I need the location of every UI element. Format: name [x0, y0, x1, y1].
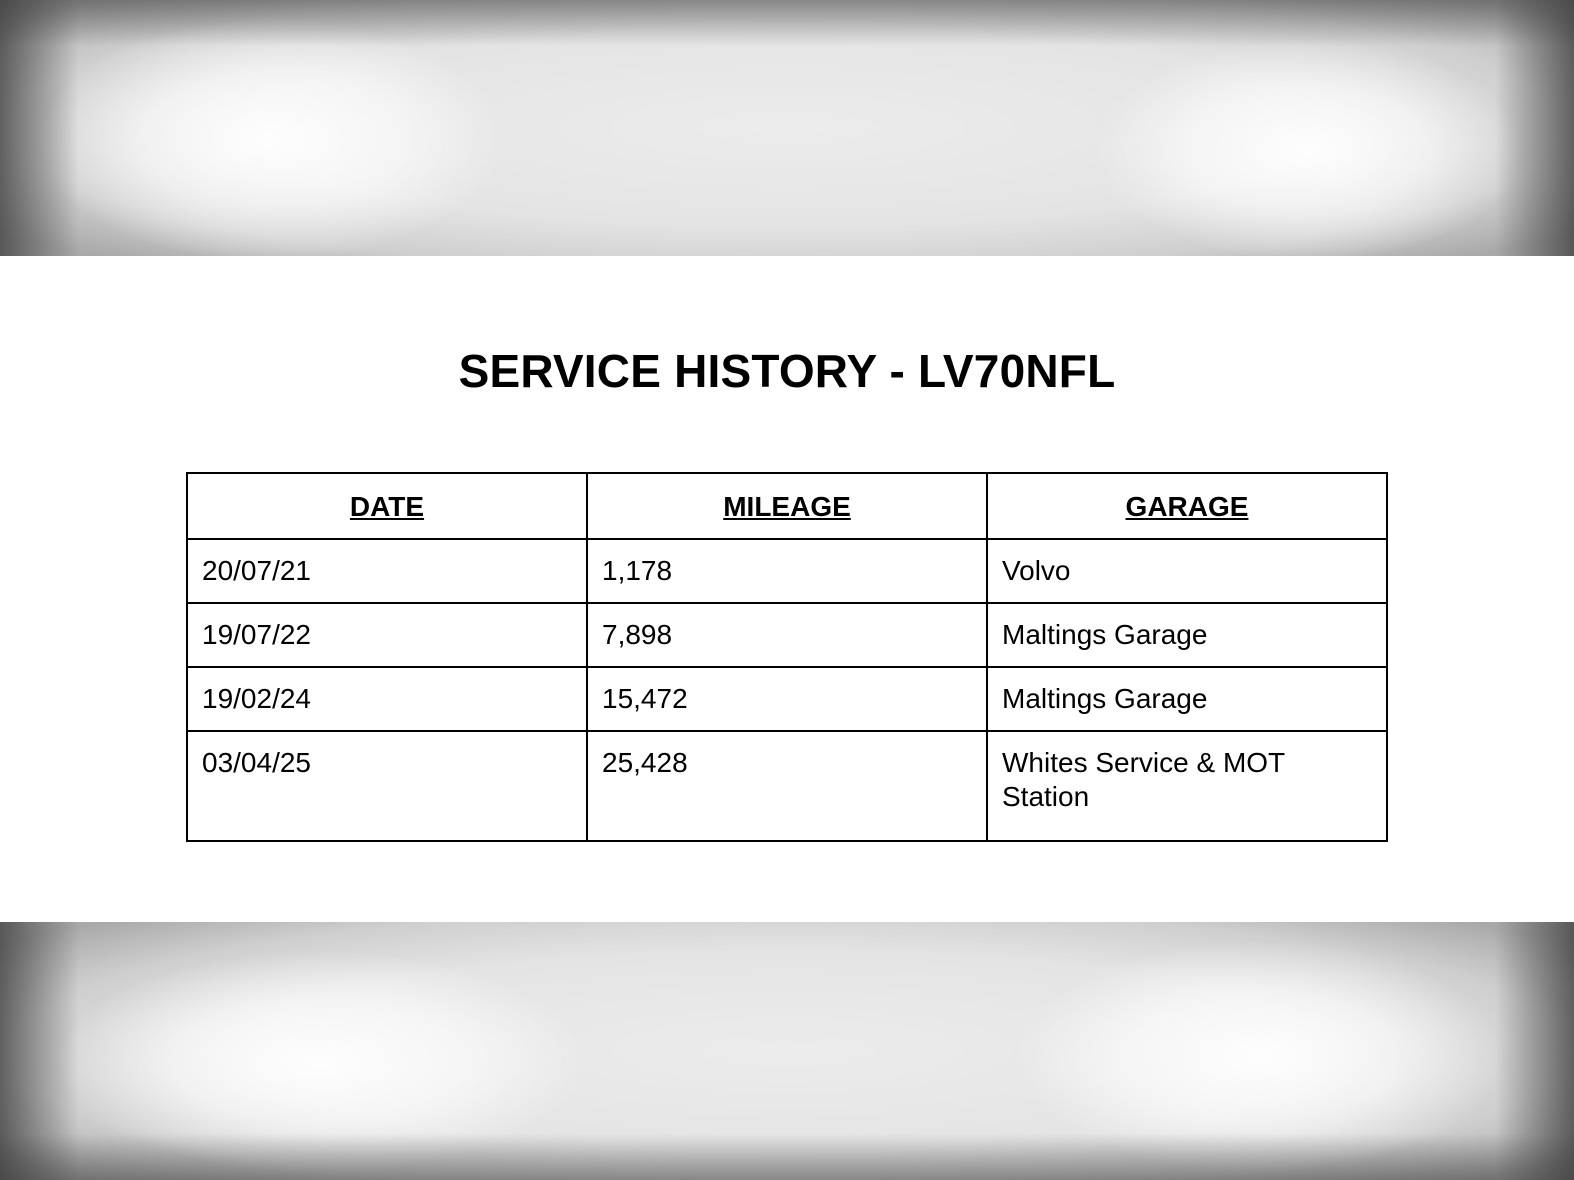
cell-date: 03/04/25: [187, 731, 587, 841]
background-top-band: [0, 0, 1574, 256]
cell-mileage: 7,898: [587, 603, 987, 667]
table-header-row: [187, 473, 1387, 539]
cell-date: 19/02/24: [187, 667, 587, 731]
service-history-table: [186, 472, 1388, 842]
cell-date: 20/07/21: [187, 539, 587, 603]
cell-date: 19/07/22: [187, 603, 587, 667]
cell-garage: Volvo: [987, 539, 1387, 603]
column-header-garage: GARAGE: [987, 473, 1387, 539]
page-title: SERVICE HISTORY - LV70NFL: [458, 345, 1116, 397]
cell-mileage: 1,178: [587, 539, 987, 603]
background-bottom-band: [0, 922, 1574, 1180]
column-header-mileage: MILEAGE: [587, 473, 987, 539]
table-row: [187, 667, 1387, 731]
cell-mileage: 15,472: [587, 667, 987, 731]
cell-garage: Whites Service & MOT Station: [987, 731, 1387, 841]
cell-mileage: 25,428: [587, 731, 987, 841]
cell-garage: Maltings Garage: [987, 667, 1387, 731]
table-row: [187, 539, 1387, 603]
service-history-document: [0, 256, 1574, 922]
table-row: [187, 731, 1387, 841]
cell-garage: Maltings Garage: [987, 603, 1387, 667]
column-header-date: DATE: [187, 473, 587, 539]
table-row: [187, 603, 1387, 667]
